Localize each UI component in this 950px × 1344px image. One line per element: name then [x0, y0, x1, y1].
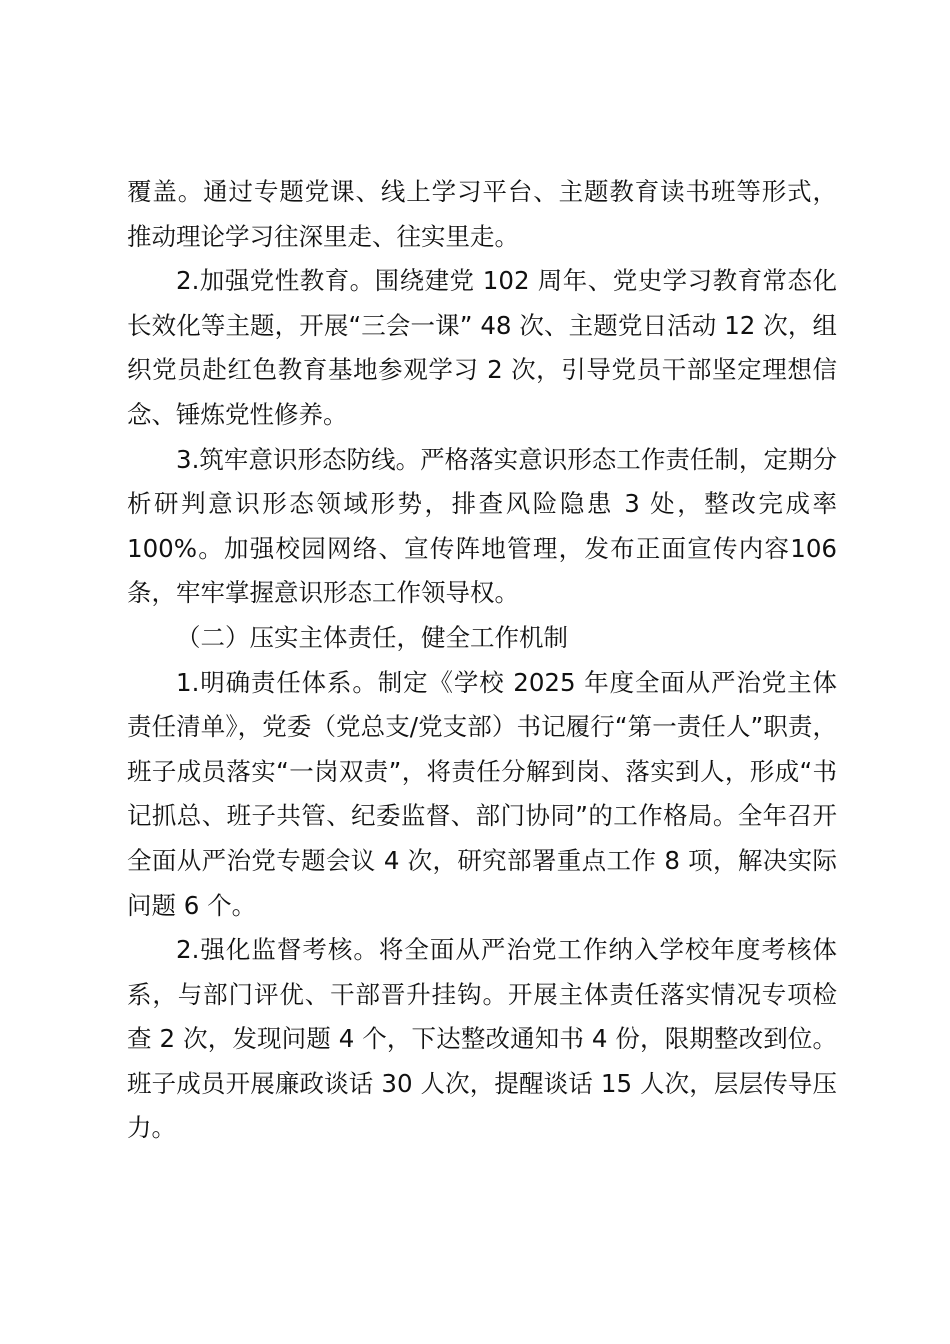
paragraph-supervision-assessment: 2.强化监督考核。将全面从严治党工作纳入学校年度考核体系，与部门评优、干部晋升挂钩。开展主体责任落实情况专项检查 2 次，发现问题 4 个，下达整改通知书 4 份，限期整改到位。班子成员开展廉政谈话 30 人次，提醒谈话 15 人次，层层传导压力。 [127, 935, 837, 1143]
body-text [127, 170, 837, 1151]
paragraph-responsibility-system: 1.明确责任体系。制定《学校 2025 年度全面从严治党主体责任清单》，党委（党总支/党支部）书记履行“第一责任人”职责，班子成员落实“一岗双责”，将责任分解到岗、落实到人，形成“书记抓总、班子共管、纪委监督、部门协同”的工作格局。全年召开全面从严治党专题会议 4 次，研究部署重点工作 8 项，解决实际问题 6 个。 [127, 667, 837, 920]
section-heading-responsibility: （二）压实主体责任，健全工作机制 [176, 622, 568, 652]
paragraph-continuation: 覆盖。通过专题党课、线上学习平台、主题教育读书班等形式，推动理论学习往深里走、往实里走。 [127, 177, 837, 251]
paragraph-party-spirit-education: 2.加强党性教育。围绕建党 102 周年、党史学习教育常态化长效化等主题，开展“三会一课” 48 次、主题党日活动 12 次，组织党员赴红色教育基地参观学习 2 次，引导党员干部坚定理想信念、锤炼党性修养。 [127, 266, 837, 429]
paragraph-ideology-defense: 3.筑牢意识形态防线。严格落实意识形态工作责任制，定期分析研判意识形态领域形势，排查风险隐患 3 处，整改完成率 100%。加强校园网络、宣传阵地管理，发布正面宣传内容106 条，牢牢掌握意识形态工作领导权。 [127, 444, 837, 608]
